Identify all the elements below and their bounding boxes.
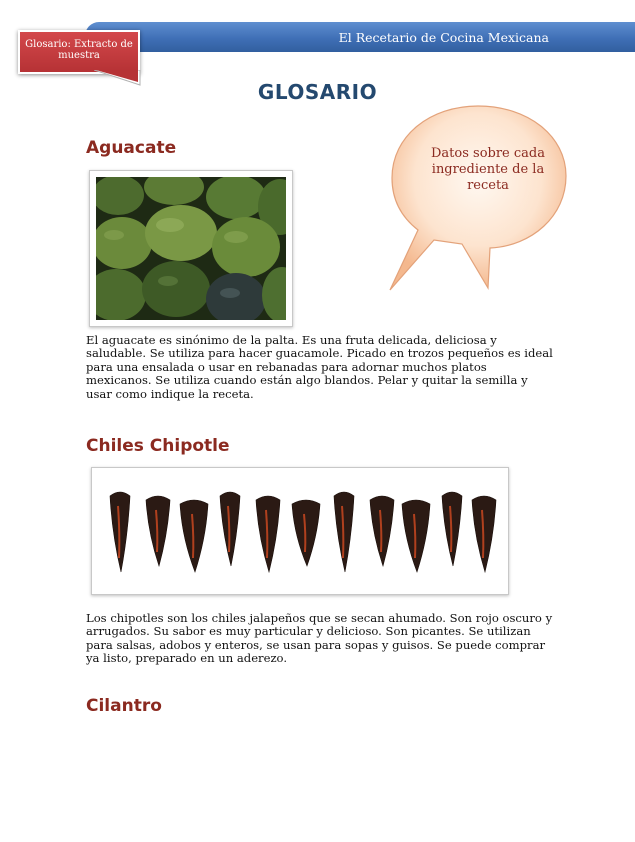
bubble-text: Datos sobre cada ingrediente de la receta xyxy=(431,146,545,193)
sample-tag-label: Glosario: Extracto de muestra xyxy=(25,39,133,61)
speech-bubble xyxy=(382,100,582,295)
sample-tag xyxy=(18,30,140,74)
section-heading-cilantro: Cilantro xyxy=(86,696,162,716)
avocado-image xyxy=(96,177,286,320)
chipotle-image xyxy=(98,474,502,588)
chiles-chipotle-description: Los chipotles son los chiles jalapeños que se secan ahumado. Son rojo oscuro y arrugados. Su sabor es muy particular y delicioso. Son picantes. Se utilizan para salsas, adobos y enteros, se usan para sopas y guisos. Se puede comprar ya listo, preparado en un aderezo. xyxy=(86,611,553,666)
header-bar xyxy=(85,22,635,52)
chipotle-photo xyxy=(91,467,509,595)
aguacate-description: El aguacate es sinónimo de la palta. Es una fruta delicada, deliciosa y saludable. Se utiliza para hacer guacamole. Picado en trozos pequeños es ideal para una ensalada o usar en rebanadas para adornar muchos platos mexicanos. Se utiliza cuando están algo blandos. Pelar y quitar la semilla y usar como indique la receta. xyxy=(86,333,553,401)
header-title: El Recetario de Cocina Mexicana xyxy=(338,30,549,45)
avocado-photo xyxy=(89,170,293,327)
page-title: GLOSARIO xyxy=(257,80,378,104)
section-heading-aguacate: Aguacate xyxy=(86,138,177,158)
section-heading-chiles-chipotle: Chiles Chipotle xyxy=(86,436,230,456)
